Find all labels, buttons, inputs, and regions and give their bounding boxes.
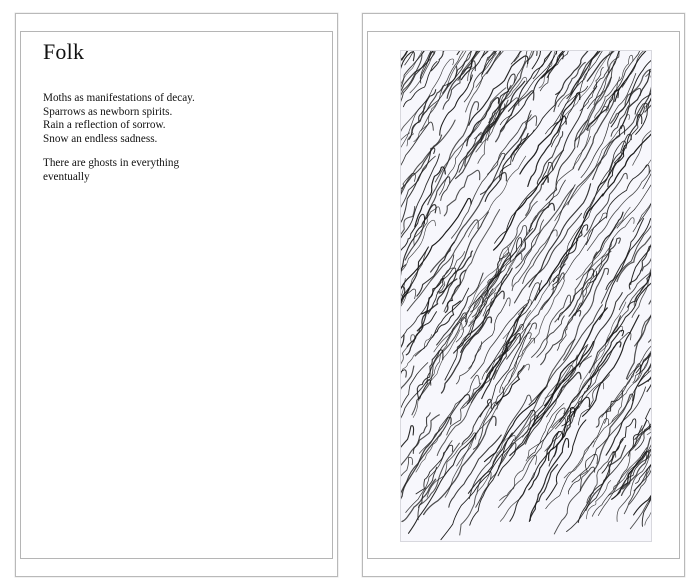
rain-stroke <box>431 172 507 272</box>
rain-scribble-drawing <box>401 51 651 541</box>
rain-stroke <box>554 397 590 456</box>
rain-stroke <box>495 162 553 243</box>
rain-stroke <box>447 383 481 435</box>
rain-scribble-artwork <box>400 50 652 542</box>
rain-stroke <box>555 115 630 221</box>
rain-stroke <box>401 457 412 538</box>
rain-stroke <box>612 373 640 422</box>
rain-stroke <box>617 445 651 521</box>
rain-stroke <box>401 366 414 427</box>
stanza-1 <box>43 92 195 146</box>
rain-stroke <box>477 435 515 492</box>
stanza-1-line-1: Moths as manifestations of decay. <box>43 92 195 104</box>
stanza-2 <box>43 157 179 184</box>
rain-stroke <box>413 413 430 454</box>
rain-stroke <box>427 433 476 497</box>
rain-stroke <box>646 51 651 77</box>
rain-stroke <box>417 350 443 400</box>
rain-stroke <box>416 445 453 494</box>
rain-stroke <box>456 342 481 384</box>
rain-stroke <box>419 467 437 507</box>
rain-stroke <box>638 128 652 224</box>
rain-stroke <box>520 93 580 174</box>
rain-stroke <box>554 62 585 111</box>
stanza-2-line-1: There are ghosts in everything <box>43 157 180 169</box>
stanza-1-line-3: Rain a reflection of sorrow. <box>43 119 166 131</box>
rain-stroke <box>631 180 651 285</box>
poem-title: Folk <box>43 39 85 64</box>
rain-stroke <box>439 121 481 195</box>
rain-strokes <box>401 51 651 540</box>
rain-stroke <box>569 238 620 316</box>
right-page <box>362 13 685 577</box>
rain-stroke <box>425 323 462 384</box>
rain-stroke <box>480 323 536 417</box>
rain-stroke <box>467 337 516 404</box>
rain-stroke <box>409 433 477 533</box>
rain-stroke <box>442 317 492 393</box>
rain-stroke <box>606 219 644 290</box>
rain-stroke <box>516 203 555 257</box>
left-page <box>15 13 338 577</box>
rain-stroke <box>401 122 433 225</box>
rain-stroke <box>401 285 411 349</box>
rain-stroke <box>458 51 503 80</box>
rain-stroke <box>529 465 557 522</box>
rain-stroke <box>401 426 414 496</box>
rain-stroke <box>639 346 651 382</box>
rain-stroke <box>443 212 489 304</box>
rain-stroke <box>468 156 526 237</box>
stanza-1-line-4: Snow an endless sadness. <box>43 132 158 145</box>
rain-stroke <box>468 410 535 493</box>
rain-stroke <box>606 361 651 455</box>
stanza-1-line-2: Sparrows as newborn spirits. <box>43 105 173 118</box>
rain-stroke <box>485 133 528 201</box>
rain-stroke <box>537 316 565 357</box>
stanza-2-line-2: eventually <box>43 170 90 183</box>
rain-stroke <box>401 395 470 501</box>
rain-stroke <box>403 61 437 106</box>
rain-stroke <box>456 126 490 179</box>
rain-stroke <box>611 257 651 336</box>
rain-stroke <box>500 473 534 522</box>
